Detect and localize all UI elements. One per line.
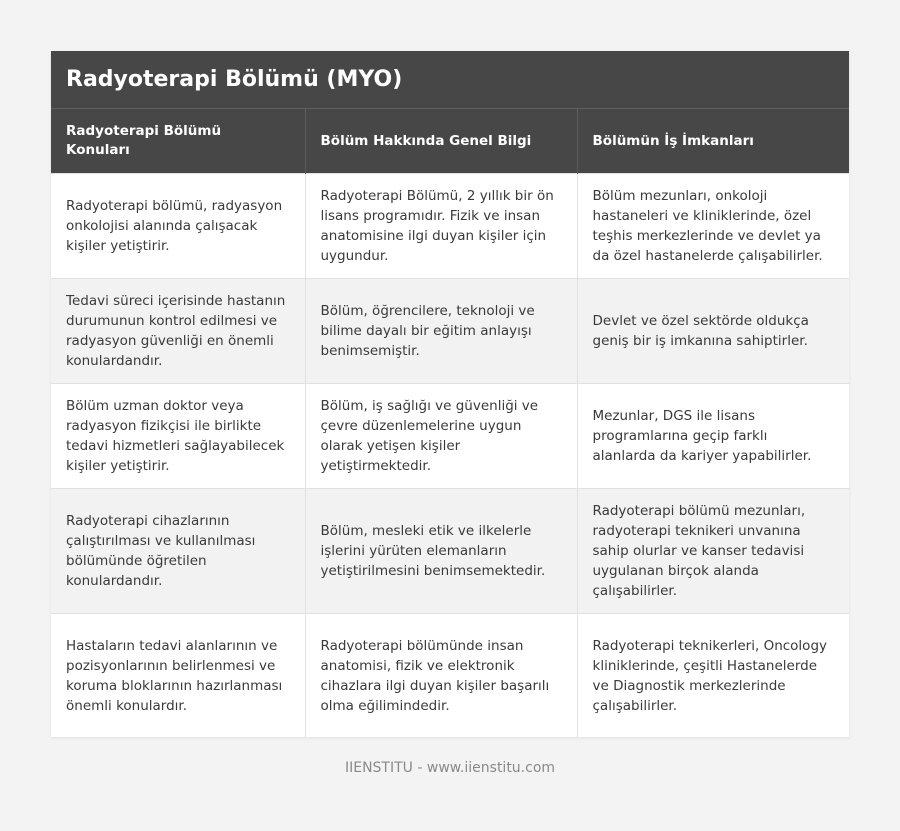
table-header-row	[51, 109, 849, 174]
table-cell: Radyoterapi bölümünde insan anatomisi, fizik ve elektronik cihazlara ilgi duyan kişiler başarılı olma eğilimindedir.	[305, 614, 577, 738]
table-title: Radyoterapi Bölümü (MYO)	[51, 51, 849, 109]
comparison-table-card	[51, 51, 849, 737]
table-cell: Radyoterapi cihazlarının çalıştırılması ve kullanılması bölümünde öğretilen konulardandır.	[51, 489, 305, 614]
table-row	[51, 614, 849, 738]
table-cell: Tedavi süreci içerisinde hastanın durumunun kontrol edilmesi ve radyasyon güvenliği en önemli konulardandır.	[51, 279, 305, 384]
info-table	[51, 109, 849, 737]
table-row	[51, 174, 849, 279]
table-cell: Radyoterapi teknikerleri, Oncology kliniklerinde, çeşitli Hastanelerde ve Diagnostik merkezlerinde çalışabilirler.	[577, 614, 849, 738]
table-cell: Bölüm mezunları, onkoloji hastaneleri ve kliniklerinde, özel teşhis merkezlerinde ve devlet ya da özel hastanelerde çalışabilirler.	[577, 174, 849, 279]
column-header-job-opportunities: Bölümün İş İmkanları	[577, 109, 849, 174]
table-cell: Mezunlar, DGS ile lisans programlarına geçip farklı alanlarda da kariyer yapabilirler.	[577, 384, 849, 489]
table-cell: Radyoterapi bölümü mezunları, radyoterapi teknikeri unvanına sahip olurlar ve kanser tedavisi uygulanan birçok alanda çalışabilirler.	[577, 489, 849, 614]
table-cell: Bölüm uzman doktor veya radyasyon fizikçisi ile birlikte tedavi hizmetleri sağlayabilecek kişiler yetiştirir.	[51, 384, 305, 489]
table-cell: Hastaların tedavi alanlarının ve pozisyonlarının belirlenmesi ve koruma bloklarının hazırlanması önemli konulardır.	[51, 614, 305, 738]
table-cell: Radyoterapi bölümü, radyasyon onkolojisi alanında çalışacak kişiler yetiştirir.	[51, 174, 305, 279]
table-cell: Bölüm, mesleki etik ve ilkelerle işlerini yürüten elemanların yetiştirilmesini benimsemektedir.	[305, 489, 577, 614]
column-header-general-info: Bölüm Hakkında Genel Bilgi	[305, 109, 577, 174]
table-cell: Bölüm, öğrencilere, teknoloji ve bilime dayalı bir eğitim anlayışı benimsemiştir.	[305, 279, 577, 384]
table-cell: Radyoterapi Bölümü, 2 yıllık bir ön lisans programıdır. Fizik ve insan anatomisine ilgi duyan kişiler için uygundur.	[305, 174, 577, 279]
table-row	[51, 489, 849, 614]
column-header-topics: Radyoterapi Bölümü Konuları	[51, 109, 305, 174]
table-cell: Devlet ve özel sektörde oldukça geniş bir iş imkanına sahiptirler.	[577, 279, 849, 384]
table-cell: Bölüm, iş sağlığı ve güvenliği ve çevre düzenlemelerine uygun olarak yetişen kişiler yetiştirmektedir.	[305, 384, 577, 489]
footer-credit: IIENSTITU - www.iienstitu.com	[344, 760, 556, 776]
table-row	[51, 384, 849, 489]
table-row	[51, 279, 849, 384]
